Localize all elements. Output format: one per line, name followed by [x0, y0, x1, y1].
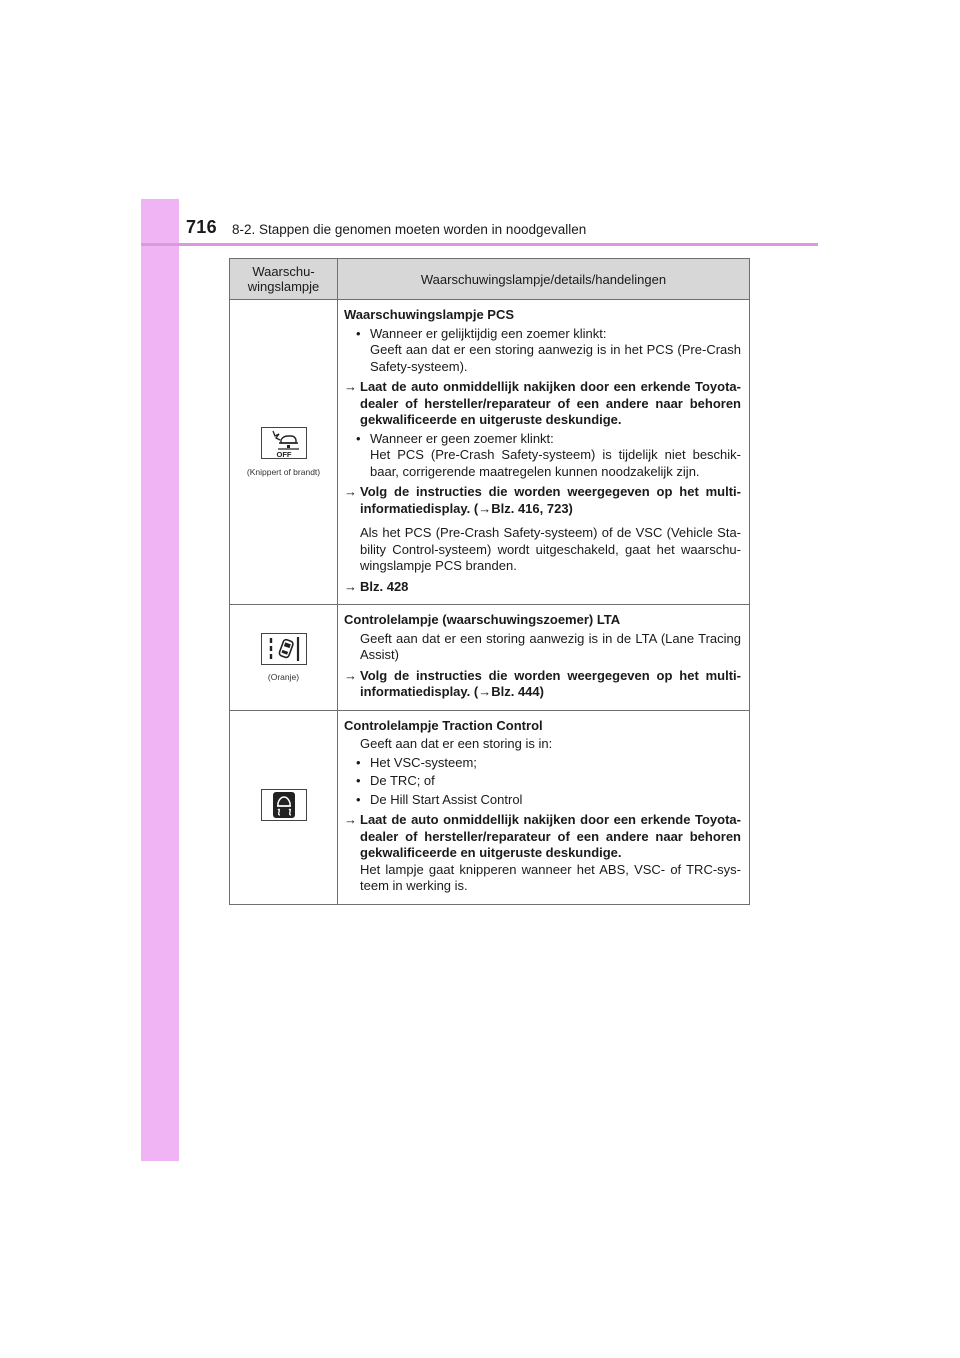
- arrow-icon: →: [344, 812, 357, 827]
- detail-text: Geeft aan dat er een storing aanwezig is in de LTA (Lane Tracing Assist): [360, 630, 741, 662]
- bullet-glyph: •: [356, 754, 361, 770]
- action-text: Volg de instructies die worden weergegeven op het multi-informatiedisplay. (→Blz. 416, 723): [360, 484, 741, 516]
- description-cell: [338, 300, 750, 605]
- action-item: [344, 812, 741, 862]
- header-rule: [141, 243, 818, 246]
- action-item: [344, 579, 741, 596]
- lamp-cell: [230, 710, 338, 904]
- bullet-detail: Het PCS (Pre-Crash Safety-systeem) is tijdelijk niet beschik-baar, corrigerende maatregelen kunnen noodzakelijk zijn.: [370, 447, 741, 479]
- lamp-cell: [230, 605, 338, 711]
- bullet-text: Wanneer er geen zoemer klinkt:: [370, 430, 554, 446]
- bullet-text: Het VSC-systeem;: [370, 754, 477, 770]
- side-color-band: [141, 199, 179, 1161]
- column-header-details: Waarschuwingslampje/details/handelingen: [338, 259, 750, 300]
- list-item: [344, 792, 741, 809]
- arrow-icon: →: [344, 484, 357, 499]
- lamp-note: (Knippert of brandt): [246, 466, 321, 477]
- row-title: Controlelampje (waarschuwingszoemer) LTA: [344, 612, 621, 627]
- description-cell: [338, 605, 750, 711]
- row-title: Controlelampje Traction Control: [344, 717, 543, 733]
- action-item: [344, 484, 741, 517]
- bullet-glyph: •: [356, 773, 361, 788]
- table-header-row: [230, 259, 750, 300]
- detail-text: Geeft aan dat er een storing is in:: [360, 736, 553, 751]
- note-text: Als het PCS (Pre-Crash Safety-systeem) of de VSC (Vehicle Sta-bility Control-systeem) wordt uitgeschakeld, gaat het waarschu-wingslampje PCS branden.: [360, 525, 741, 573]
- table-row: [230, 300, 750, 605]
- description-cell: [338, 710, 750, 904]
- bullet-glyph: •: [356, 430, 361, 446]
- action-item: [344, 379, 741, 429]
- column-header-lamp: Waarschu- wingslampje: [230, 259, 338, 300]
- lamp-off-label: OFF: [276, 450, 291, 459]
- action-text: Laat de auto onmiddellijk nakijken door een erkende Toyota-dealer of hersteller/reparateur of een andere naar behoren gekwalificeerde en uitgeruste deskundige.: [360, 812, 741, 860]
- row-title: Waarschuwingslampje PCS: [344, 307, 515, 322]
- bullet-detail: Geeft aan dat er een storing aanwezig is in het PCS (Pre-Crash Safety-systeem).: [370, 342, 741, 374]
- arrow-icon: →: [344, 667, 357, 683]
- pcs-off-warning-icon: [261, 427, 307, 459]
- list-item: [344, 326, 741, 376]
- table-row: [230, 710, 750, 904]
- bullet-glyph: •: [356, 325, 361, 341]
- list-item: [344, 773, 741, 790]
- note-text: Het lampje gaat knipperen wanneer het ABS, VSC- of TRC-sys-teem in werking is.: [360, 861, 741, 893]
- section-title: 8-2. Stappen die genomen moeten worden in noodgevallen: [232, 222, 587, 237]
- warning-lamp-table: [229, 258, 750, 905]
- bullet-text: De TRC; of: [370, 773, 435, 788]
- page-reference: Blz. 428: [360, 578, 409, 594]
- lamp-note: (Oranje): [267, 672, 300, 682]
- bullet-text: Wanneer er gelijktijdig een zoemer klinkt:: [370, 325, 607, 341]
- lane-tracing-assist-icon: [261, 633, 307, 665]
- table-row: [230, 605, 750, 711]
- bullet-glyph: •: [356, 791, 361, 807]
- arrow-icon: →: [344, 379, 357, 394]
- list-item: [344, 431, 741, 481]
- action-item: [344, 668, 741, 701]
- lamp-cell: [230, 300, 338, 605]
- traction-control-icon: [261, 789, 307, 821]
- arrow-icon: →: [344, 578, 357, 594]
- page-number: 716: [186, 217, 217, 237]
- list-item: [344, 755, 741, 772]
- bullet-text: De Hill Start Assist Control: [370, 791, 523, 807]
- action-text: Volg de instructies die worden weergegeven op het multi-informatiedisplay. (→Blz. 444): [360, 667, 741, 699]
- action-text: Laat de auto onmiddellijk nakijken door een erkende Toyota-dealer of hersteller/reparateur of een andere naar behoren gekwalificeerde en uitgeruste deskundige.: [360, 379, 741, 427]
